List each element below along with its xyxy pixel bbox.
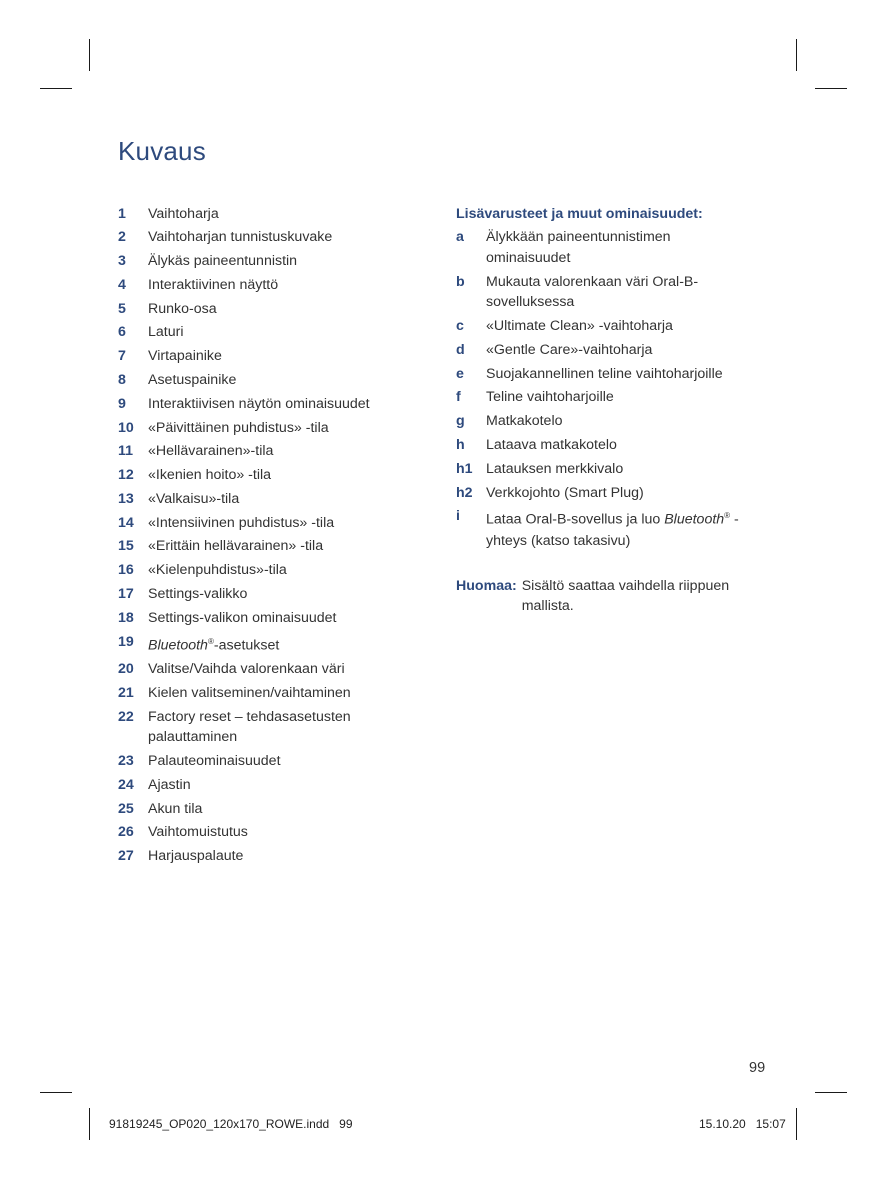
item-text-part: Teline vaihtoharjoille (486, 389, 614, 406)
note (456, 576, 756, 617)
item-text-part: Settings-valikon ominaisuudet (148, 609, 337, 626)
item-text (148, 846, 403, 867)
item-text-part: «Gentle Care»-vaihtoharja (486, 341, 653, 358)
list-item (456, 272, 756, 313)
list-item (118, 441, 418, 462)
item-number: c (456, 318, 464, 335)
item-text-italic: Bluetooth (664, 512, 725, 529)
footer-timestamp (699, 1117, 786, 1131)
item-text-part: -asetukset (213, 637, 280, 654)
accessories-heading: Lisävarusteet ja muut ominaisuudet: (456, 205, 703, 222)
item-number: g (456, 413, 465, 430)
parts-list (118, 204, 418, 870)
item-text (148, 751, 403, 772)
item-text-part: Lataa Oral-B-sovellus ja luo (486, 512, 665, 529)
list-item (118, 513, 418, 534)
item-text-part: Kielen valitseminen/vaihtaminen (148, 684, 351, 701)
list-item (118, 775, 418, 796)
crop-mark (815, 1092, 847, 1093)
item-number: 13 (118, 490, 134, 507)
item-text-part: Harjauspalaute (148, 848, 244, 865)
item-text-part: Suojakannellinen teline vaihtoharjoille (486, 365, 723, 382)
page-number: 99 (749, 1060, 766, 1076)
item-number: a (456, 229, 464, 246)
item-text-part: Akun tila (148, 800, 203, 817)
item-text-part: Ajastin (148, 776, 191, 793)
item-number: h2 (456, 484, 473, 501)
item-text-part: Älykäs paineentunnistin (148, 253, 298, 270)
list-item (456, 340, 756, 361)
list-item (456, 435, 756, 456)
item-number: 5 (118, 300, 126, 317)
item-number: i (456, 508, 460, 525)
item-text-part: Matkakotelo (486, 413, 563, 430)
item-number: 25 (118, 800, 134, 817)
crop-mark (796, 39, 797, 71)
item-text-italic: Bluetooth (148, 637, 208, 654)
item-text-part: Vaihtomuistutus (148, 824, 248, 841)
crop-mark (40, 1092, 72, 1093)
item-number: 1 (118, 205, 126, 222)
item-number: d (456, 341, 465, 358)
crop-mark (40, 88, 72, 89)
footer-time: 15:07 (755, 1117, 786, 1131)
item-number: 7 (118, 348, 126, 365)
item-text (148, 441, 403, 462)
item-text (148, 799, 403, 820)
item-number: 12 (118, 467, 134, 484)
crop-mark (796, 1108, 797, 1140)
footer-date: 15.10.20 (699, 1117, 746, 1131)
item-text (486, 340, 754, 361)
list-item (118, 707, 418, 748)
list-item (118, 846, 418, 867)
item-text-part: «Kielenpuhdistus»-tila (148, 562, 287, 579)
item-number: 18 (118, 609, 134, 626)
note-text: Sisältö saattaa vaihdella riippuen mallista. (521, 577, 730, 615)
item-text (486, 387, 754, 408)
list-item (456, 316, 756, 337)
item-text-part: «Päivittäinen puhdistus» -tila (148, 419, 329, 436)
registered-mark: ® (207, 636, 214, 646)
list-item (456, 387, 756, 408)
item-number: 20 (118, 661, 134, 678)
item-text (148, 465, 403, 486)
list-item (456, 364, 756, 385)
item-text-part: Älykkään paineentunnistimen ominaisuudet (486, 229, 671, 266)
item-text-part: Palauteominaisuudet (148, 753, 281, 770)
item-text-part: Lataava matkakotelo (486, 436, 617, 453)
accessories-list (456, 227, 756, 551)
note-label: Huomaa: (456, 577, 517, 594)
item-text (486, 316, 754, 337)
item-text (148, 204, 403, 225)
list-item (118, 322, 418, 343)
item-number: 27 (118, 848, 134, 865)
item-text (148, 394, 403, 415)
list-item (456, 483, 756, 504)
item-number: 24 (118, 776, 134, 793)
list-item (118, 370, 418, 391)
item-text-part: Interaktiivisen näytön ominaisuudet (148, 395, 370, 412)
item-number: 21 (118, 684, 134, 701)
list-item (118, 489, 418, 510)
item-text (148, 584, 403, 605)
item-text-part: «Ultimate Clean» -vaihtoharja (486, 318, 673, 335)
footer-file-name: 91819245_OP020_120x170_ROWE.indd 99 (109, 1117, 353, 1131)
list-item (118, 584, 418, 605)
item-text-part: «Valkaisu»-tila (148, 490, 240, 507)
item-number: 23 (118, 753, 134, 770)
item-text-part: Virtapainike (148, 348, 222, 365)
item-number: 15 (118, 538, 134, 555)
item-number: h (456, 436, 465, 453)
item-text-part: Verkkojohto (Smart Plug) (486, 484, 644, 501)
item-text (148, 659, 403, 680)
item-number: f (456, 389, 461, 406)
list-item (118, 536, 418, 557)
item-number: 14 (118, 514, 134, 531)
item-text-part: Settings-valikko (148, 586, 248, 602)
item-text (486, 506, 754, 551)
item-number: 19 (118, 633, 134, 650)
item-text-part: Runko-osa (148, 300, 217, 317)
list-item (118, 751, 418, 772)
item-text (148, 322, 403, 343)
list-item (118, 822, 418, 843)
item-text (148, 489, 403, 510)
list-item (118, 204, 418, 225)
item-text (148, 346, 403, 367)
item-text-part: Laturi (148, 324, 184, 341)
item-text-part: «Erittäin hellävarainen» -tila (148, 538, 324, 555)
crop-mark (89, 39, 90, 71)
crop-mark (89, 1108, 90, 1140)
item-text (148, 683, 403, 704)
item-text (148, 536, 403, 557)
registered-mark: ® (724, 511, 731, 521)
list-item (456, 459, 756, 480)
item-text (486, 411, 754, 432)
list-item (118, 394, 418, 415)
item-text (148, 227, 403, 248)
accessories-section (456, 204, 756, 555)
list-item (118, 299, 418, 320)
item-number: 8 (118, 371, 126, 388)
item-text (148, 707, 403, 748)
list-item (118, 659, 418, 680)
list-item (118, 683, 418, 704)
item-number: 9 (118, 395, 126, 412)
item-text-part: Latauksen merkkivalo (486, 460, 624, 477)
item-text-part: «Hellävarainen»-tila (148, 443, 274, 460)
item-text (148, 513, 403, 534)
list-item (118, 418, 418, 439)
item-text-part: Factory reset – tehdasasetusten palauttaminen (148, 708, 351, 746)
page-title: Kuvaus (118, 136, 206, 166)
list-item (118, 608, 418, 629)
item-text (486, 272, 754, 313)
list-item (456, 227, 756, 268)
item-number: 26 (118, 824, 134, 841)
item-text-part: Asetuspainike (148, 371, 237, 388)
item-text (486, 227, 754, 268)
item-text (148, 632, 403, 656)
crop-mark (815, 88, 847, 89)
item-number: 17 (118, 586, 134, 602)
item-text (148, 608, 403, 629)
item-number: e (456, 365, 464, 382)
item-number: 3 (118, 253, 126, 270)
item-text-part: Vaihtoharjan tunnistuskuvake (148, 229, 333, 246)
item-text (148, 822, 403, 843)
item-number: 2 (118, 229, 126, 246)
item-text (148, 370, 403, 391)
item-text-part: Mukauta valorenkaan väri Oral-B-sovelluksessa (486, 273, 699, 311)
item-text (148, 251, 403, 272)
item-number: b (456, 273, 465, 290)
list-item (118, 799, 418, 820)
item-text-part: Interaktiivinen näyttö (148, 276, 279, 293)
list-item (456, 506, 756, 551)
item-text (486, 435, 754, 456)
item-text (148, 418, 403, 439)
list-item (118, 227, 418, 248)
list-item (118, 465, 418, 486)
list-item (118, 632, 418, 656)
item-number: 16 (118, 562, 134, 579)
item-text-part: -yhteys (katso takasivu) (486, 512, 739, 549)
item-text (486, 459, 754, 480)
item-text (486, 364, 754, 385)
list-item (456, 411, 756, 432)
list-item (118, 251, 418, 272)
item-number: 4 (118, 276, 126, 293)
item-number: 6 (118, 324, 126, 341)
item-text (148, 775, 403, 796)
item-text-part: Vaihtoharja (148, 205, 219, 222)
item-text (486, 483, 754, 504)
item-number: 10 (118, 419, 134, 436)
list-item (118, 346, 418, 367)
item-number: 22 (118, 708, 134, 725)
item-text (148, 275, 403, 296)
item-text (148, 560, 403, 581)
item-text-part: Valitse/Vaihda valorenkaan väri (148, 661, 345, 678)
item-text-part: «Ikenien hoito» -tila (148, 467, 272, 484)
list-item (118, 560, 418, 581)
item-text-part: «Intensiivinen puhdistus» -tila (148, 514, 335, 531)
item-text (148, 299, 403, 320)
list-item (118, 275, 418, 296)
item-number: h1 (456, 460, 473, 477)
item-number: 11 (118, 443, 133, 460)
